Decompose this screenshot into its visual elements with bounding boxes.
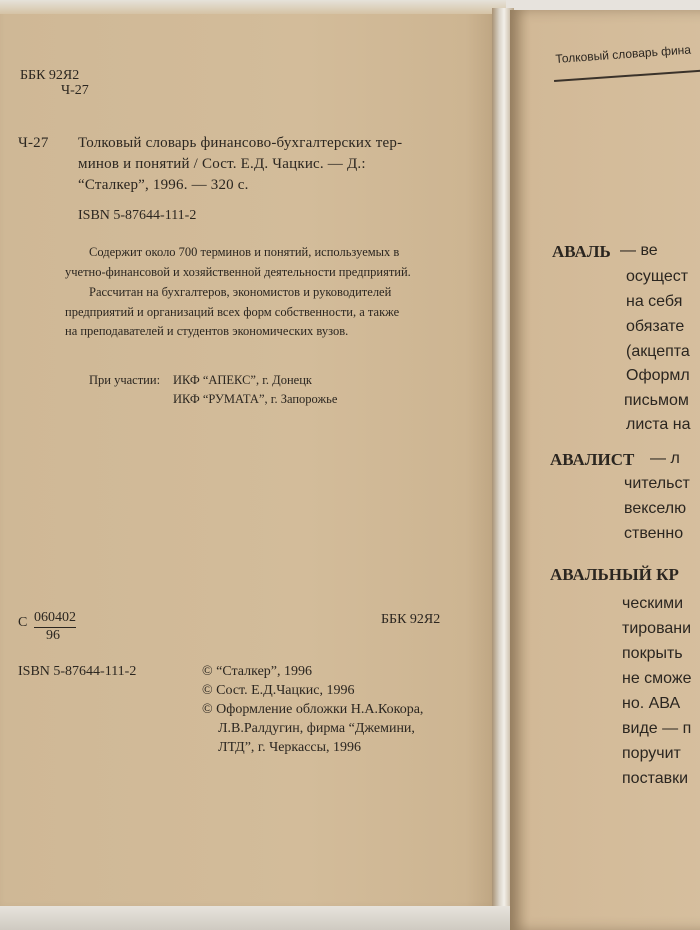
annotation-line-3: Рассчитан на бухгалтеров, экономистов и руководителей [89,285,392,299]
entry-line: виде — п [622,720,692,737]
copyright-line-4: Л.В.Ралдугин, фирма “Джемини, [218,721,415,736]
copyright-line-3: © Оформление обложки Н.А.Кокора, [202,702,424,717]
entry-line: письмом [624,392,689,409]
page-bottom-edge [0,906,520,930]
entry-line: обязате [626,318,685,335]
right-page [510,10,700,930]
entry-term-avalny-kredit: АВАЛЬНЫЙ КР [550,565,679,584]
copyright-line-2: © Сост. Е.Д.Чацкис, 1996 [202,683,355,698]
entry-line: листа на [626,416,691,433]
biblio-line-1: Толковый словарь финансово-бухгалтерских тер- [78,135,403,151]
header-rule [554,69,700,82]
entry-line: на себя [626,293,683,310]
code-letter: С [18,615,28,630]
entry-term-avalist: АВАЛИСТ [550,450,635,469]
entry-line: тировани [622,620,692,637]
annotation-line-1: Содержит около 700 терминов и понятий, используемых в [89,245,400,259]
page-top-edge [0,0,506,14]
participant-1: ИКФ “АПЕКС”, г. Донецк [173,373,312,387]
participation-label: При участии: [89,373,161,387]
isbn-top: ISBN 5-87644-111-2 [78,208,197,223]
entry-line: векселю [624,500,687,517]
call-number-entry: Ч-27 [18,135,49,151]
code-numerator: 060402 [34,610,76,628]
entry-line: поставки [622,770,689,787]
entry-line: но. АВА [622,695,681,712]
copyright-line-1: © “Сталкер”, 1996 [202,664,312,679]
entry-line: осущест [626,268,689,285]
copyright-line-5: ЛТД”, г. Черкассы, 1996 [218,740,362,755]
entry-term-aval: АВАЛЬ [552,242,611,261]
entry-line: ческими [622,595,684,612]
entry-line: Оформл [626,367,690,384]
entry-line: ственно [624,525,684,542]
bbk-index-bottom: ББК 92Я2 [381,612,441,627]
isbn-bottom: ISBN 5-87644-111-2 [18,664,137,679]
running-header: Толковый словарь фина [555,42,692,66]
entry-line: не сможе [622,670,692,687]
entry-line: покрыть [622,645,683,662]
code-denominator: 96 [46,628,60,643]
annotation-line-4: предприятий и организаций всех форм собственности, а также [65,305,400,319]
bbk-index-top: ББК 92Я2 [20,68,80,83]
entry-line: поручит [622,745,681,762]
annotation-line-5: на преподавателей и студентов экономических вузов. [65,324,349,338]
call-number-top: Ч-27 [61,83,89,98]
annotation-line-2: учетно-финансовой и хозяйственной деятельности предприятий. [65,265,411,279]
entry-line: (акцепта [626,343,690,360]
entry-line: чительст [624,475,690,492]
participant-2: ИКФ “РУМАТА”, г. Запорожье [173,392,338,406]
biblio-line-3: “Сталкер”, 1996. — 320 с. [78,177,249,193]
entry-line: — л [650,450,680,467]
biblio-line-2: минов и понятий / Сост. Е.Д. Чацкис. — Д.: [78,156,366,172]
entry-line: — ве [620,242,658,259]
